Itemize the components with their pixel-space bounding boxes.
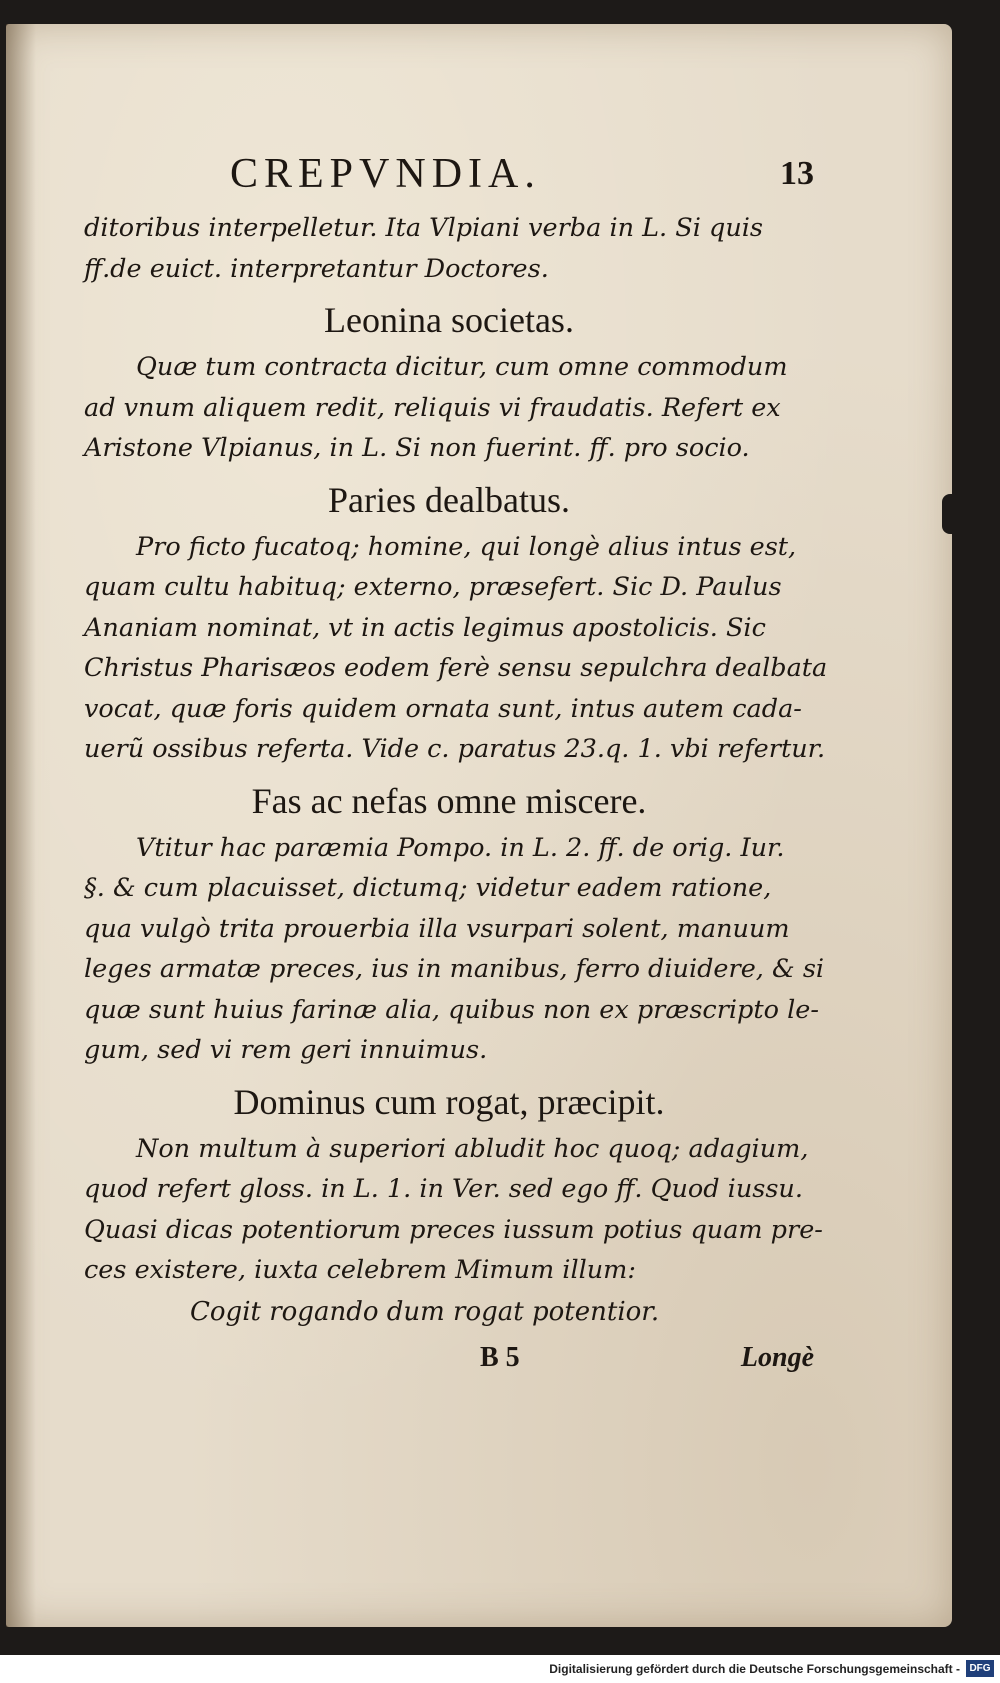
paragraph [84,1129,823,1291]
text-line: quæ sunt huius farinæ alia, quibus non ex præscripto le- [84,994,819,1025]
signature-line [84,1335,814,1381]
text-line: Pro ficto fucatoq; homine, qui longè alius intus est, [136,531,797,562]
text-line: ff.de euict. interpretantur Doctores. [84,253,549,284]
text-line: Christus Pharisæos eodem ferè sensu sepulchra dealbata [84,653,828,683]
text-line: Ananiam nominat, vt in actis legimus apostolicis. Sic [84,612,766,643]
text-line: quod refert gloss. in L. 1. in Ver. sed ego ff. Quod iussu. [84,1174,803,1204]
digitization-footer [0,1655,1000,1683]
text-line: quam cultu habituq; externo, præsefert. Sic D. Paulus [84,572,782,602]
section-heading: Dominus cum rogat, præcipit. [233,1081,665,1122]
text-line: Aristone Vlpianus, in L. Si non fuerint. ff. pro socio. [84,433,750,463]
text-line: §. & cum placuisset, dictumq; videtur eadem ratione, [84,873,772,903]
section-heading: Fas ac nefas omne miscere. [251,780,647,821]
text-line: gum, sed vi rem geri innuimus. [84,1035,488,1065]
text-line: Quæ tum contracta dicitur, cum omne commodum [136,352,788,382]
paragraph-continuation [84,208,814,289]
catchword: Longè [740,1341,814,1373]
funding-credit: Digitalisierung gefördert durch die Deutsche Forschungsgemeinschaft - [549,1662,960,1676]
paragraph [84,347,814,469]
section-heading: Leonina societas. [324,300,574,340]
page-gutter-shadow [6,24,36,1627]
text-line: qua vulgò trita prouerbia illa vsurpari solent, manuum [84,913,790,944]
signature-mark: B 5 [480,1341,520,1373]
verse-quotation: Cogit rogando dum rogat potentior. [190,1296,660,1327]
text-line: ces existere, iuxta celebrem Mimum illum: [84,1255,636,1285]
page-text-block [84,148,828,1381]
text-line: uerũ ossibus referta. Vide c. paratus 23.q. 1. vbi refertur. [84,734,826,764]
text-line: ad vnum aliquem redit, reliquis vi fraudatis. Refert ex [84,392,781,423]
paragraph [84,527,828,770]
page-number: 13 [780,155,814,192]
page-edge-notch [942,494,956,534]
section-heading: Paries dealbatus. [328,479,570,520]
text-line: vocat, quæ foris quidem ornata sunt, intus autem cada- [84,693,802,724]
text-line: ditoribus interpelletur. Ita Vlpiani verba in L. Si quis [84,213,763,243]
text-line: Non multum à superiori abludit hoc quoq; adagium, [136,1133,809,1164]
dfg-logo: DFG [966,1660,994,1677]
running-head [84,148,814,200]
text-line: leges armatæ preces, ius in manibus, ferro diuidere, & si [84,954,825,984]
paragraph [84,828,825,1071]
text-line: Vtitur hac paræmia Pompo. in L. 2. ff. de orig. Iur. [136,832,785,863]
running-title: CREPVNDIA. [230,151,541,197]
text-line: Quasi dicas potentiorum preces iussum potius quam pre- [84,1214,823,1245]
